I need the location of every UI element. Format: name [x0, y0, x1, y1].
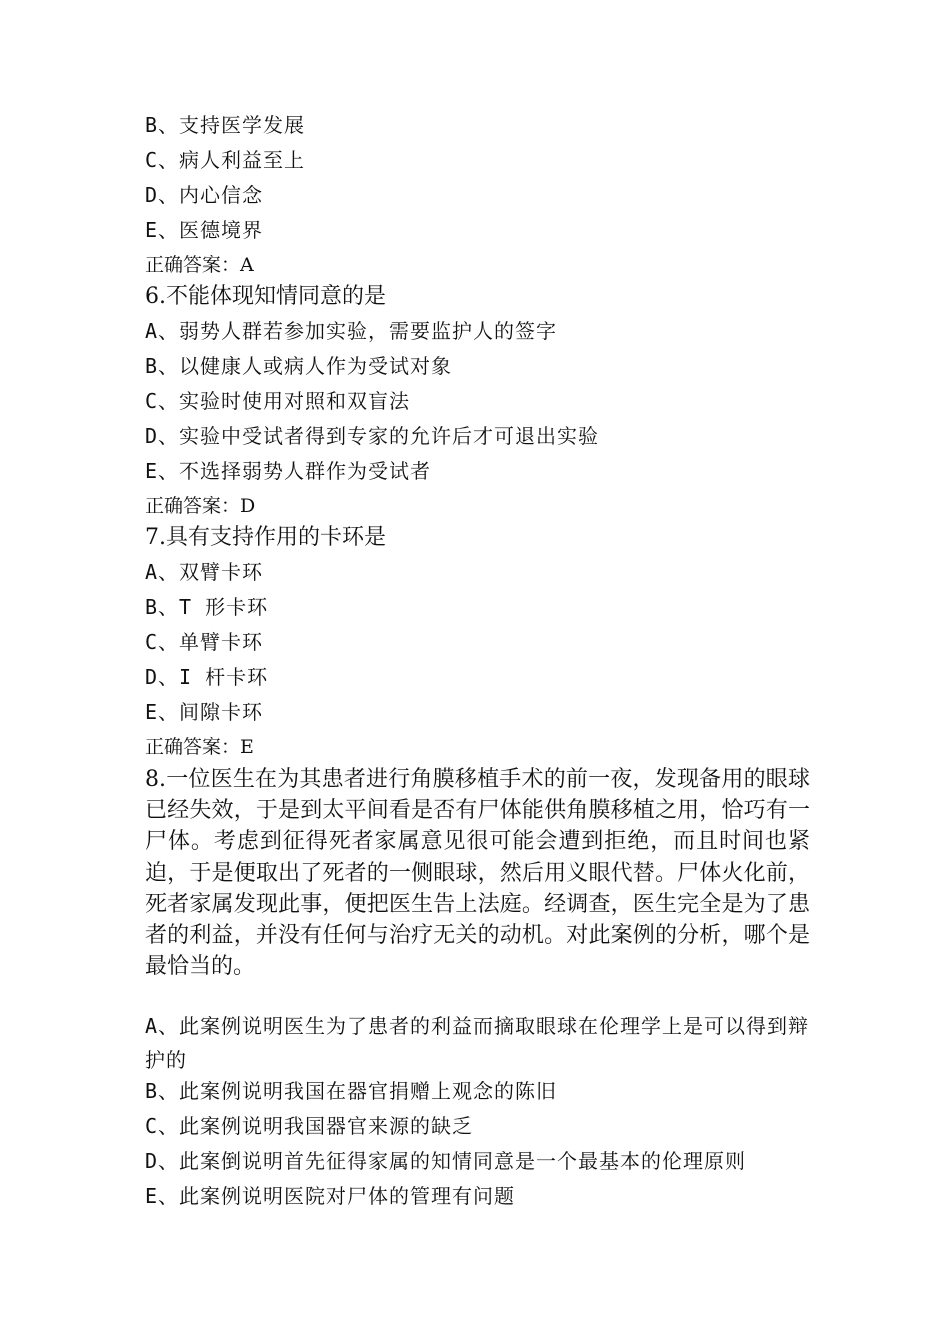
q7-option-e: E、间隙卡环: [145, 700, 264, 724]
q6-option-d: D、实验中受试者得到专家的允许后才可退出实验: [145, 424, 600, 448]
q7-stem: 7.具有支持作用的卡环是: [145, 525, 386, 550]
q5-option-c: C、病人利益至上: [145, 148, 306, 172]
q7-option-b: B、T 形卡环: [145, 595, 269, 619]
q5-option-d: D、内心信念: [145, 183, 264, 207]
q7-answer: 正确答案：E: [145, 736, 254, 758]
q8-stem: 8.一位医生在为其患者进行角膜移植手术的前一夜，发现备用的眼球已经失效，于是到太平间看是否有尸体能供角膜移植之用，恰巧有一尸体。考虑到征得死者家属意见很可能会遭到拒绝，而且时间也紧迫，于是便取出了死者的一侧眼球，然后用义眼代替。尸体火化前，死者家属发现此事，便把医生告上法庭。经调查，医生完全是为了患者的利益，并没有任何与治疗无关的动机。对此案例的分析，哪个是最恰当的。: [145, 767, 810, 980]
q8-option-a: A、此案例说明医生为了患者的利益而摘取眼球在伦理学上是可以得到辩护的: [145, 1014, 810, 1072]
q5-answer: 正确答案：A: [145, 254, 254, 276]
q5-option-b: B、支持医学发展: [145, 113, 306, 137]
q7-option-c: C、单臂卡环: [145, 630, 264, 654]
q6-option-a: A、弱势人群若参加实验，需要监护人的签字: [145, 319, 558, 343]
q8-option-d: D、此案倒说明首先征得家属的知情同意是一个最基本的伦理原则: [145, 1149, 747, 1173]
q8-option-c: C、此案例说明我国器官来源的缺乏: [145, 1114, 474, 1138]
q7-option-d: D、I 杆卡环: [145, 665, 269, 689]
q6-answer: 正确答案：D: [145, 495, 256, 517]
q7-option-a: A、双臂卡环: [145, 560, 264, 584]
q6-option-e: E、不选择弱势人群作为受试者: [145, 459, 432, 483]
q8-option-b: B、此案例说明我国在器官捐赠上观念的陈旧: [145, 1079, 558, 1103]
q5-option-e: E、医德境界: [145, 218, 264, 242]
q8-option-e: E、此案例说明医院对尸体的管理有问题: [145, 1184, 516, 1208]
q6-stem: 6.不能体现知情同意的是: [145, 284, 386, 309]
q6-option-c: C、实验时使用对照和双盲法: [145, 389, 411, 413]
q6-option-b: B、以健康人或病人作为受试对象: [145, 354, 453, 378]
